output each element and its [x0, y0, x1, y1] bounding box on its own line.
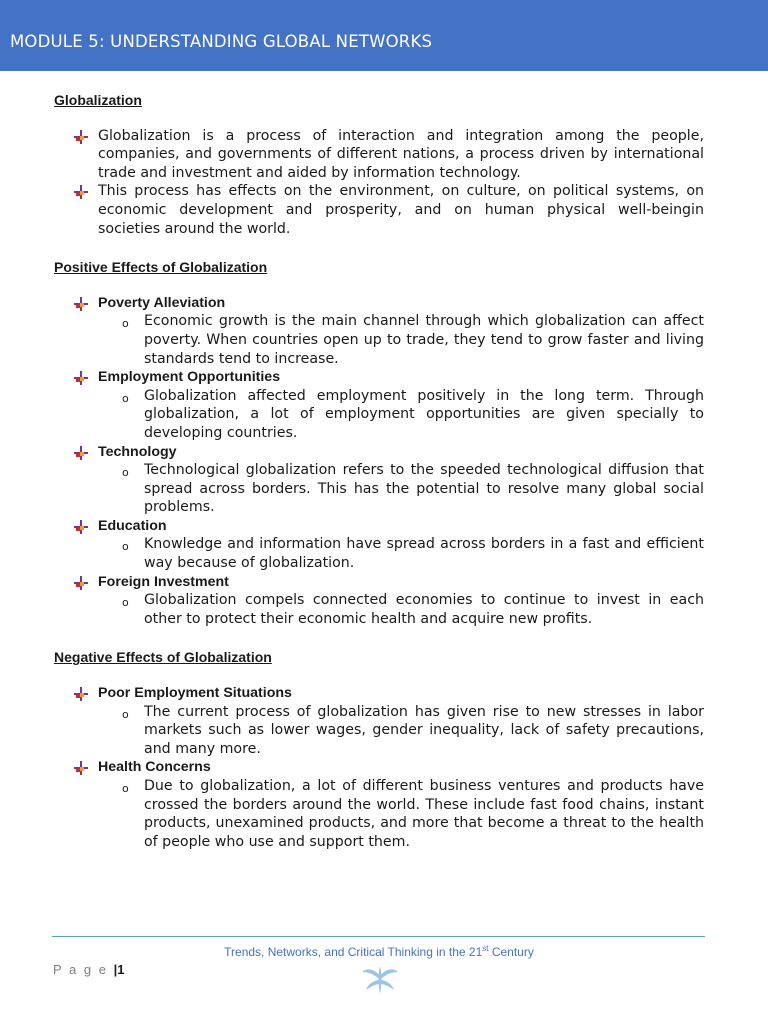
list-item [54, 127, 704, 183]
list-item [98, 777, 704, 851]
pushpin-bullet-icon [74, 446, 88, 460]
document-body [54, 91, 704, 851]
page-label: P a g e [53, 962, 108, 977]
effect-heading: Health Concerns [98, 759, 211, 776]
pushpin-bullet-icon [74, 687, 88, 701]
effect-heading: Poverty Alleviation [98, 294, 226, 311]
list-item [98, 535, 704, 572]
list-item [98, 312, 704, 368]
list-item [98, 387, 704, 443]
circle-bullet-icon: o [122, 707, 129, 721]
positive-effects-list [54, 294, 704, 629]
list-item [54, 368, 704, 442]
effect-heading: Poor Employment Situations [98, 685, 292, 702]
footer-course-title [0, 944, 758, 959]
effect-detail: The current process of globalization has given rise to new stresses in labor markets such as lower wages, gender inequality, lack of safety precautions, and many more. [144, 703, 704, 757]
circle-bullet-icon: o [122, 596, 129, 610]
sub-list [98, 312, 704, 368]
effect-detail: Globalization compels connected economies to continue to invest in each other to protect their economic health and acquire new profits. [144, 592, 704, 627]
section-title-negative: Negative Effects of Globalization [54, 649, 272, 666]
pushpin-bullet-icon [74, 371, 88, 385]
circle-bullet-icon: o [122, 466, 129, 480]
sub-list [98, 703, 704, 759]
page-separator: | [113, 962, 118, 977]
section-title-positive: Positive Effects of Globalization [54, 259, 268, 276]
globalization-definition: Globalization is a process of interaction and integration among the people, companies, and governments of different nations, a process driven by international trade and investment and aided by information technology. [98, 127, 704, 181]
effect-heading: Education [98, 517, 167, 534]
list-item [54, 182, 704, 238]
list-item [98, 461, 704, 517]
footer-title-suffix: Century [488, 945, 534, 959]
list-item [54, 684, 704, 758]
negative-effects-list [54, 684, 704, 851]
pushpin-bullet-icon [74, 185, 88, 199]
sub-list [98, 535, 704, 572]
sub-list [98, 387, 704, 443]
pushpin-bullet-icon [74, 520, 88, 534]
effect-detail: Economic growth is the main channel through which globalization can affect poverty. When countries open up to trade, they tend to grow faster and living standards tend to increase. [144, 313, 704, 367]
page-number [53, 962, 124, 977]
list-item [98, 591, 704, 628]
sub-list [98, 777, 704, 851]
footer-title-sup: st [482, 944, 489, 953]
list-item [98, 703, 704, 759]
effect-detail: Technological globalization refers to the speeded technological diffusion that spread across borders. This has the potential to resolve many global social problems. [144, 462, 704, 516]
effect-heading: Foreign Investment [98, 573, 229, 590]
footer-rule [52, 936, 705, 937]
footer-title-text: Trends, Networks, and Critical Thinking in the 21 [224, 945, 483, 959]
circle-bullet-icon: o [122, 391, 129, 405]
effect-detail: Knowledge and information have spread across borders in a fast and efficient way because of globalization. [144, 536, 704, 572]
circle-bullet-icon: o [122, 317, 129, 331]
page-number-value: 1 [117, 962, 125, 977]
effect-heading: Technology [98, 443, 177, 460]
globalization-list [54, 127, 704, 239]
effect-detail: Due to globalization, a lot of different business ventures and products have crossed the borders around the world. These include fast food chains, instant products, unexamined products, and more that become a threat to the health of people who use and support them. [144, 778, 704, 850]
list-item [54, 517, 704, 573]
pushpin-bullet-icon [74, 130, 88, 144]
module-header [0, 0, 768, 71]
globalization-effects: This process has effects on the environment, on culture, on political systems, on economic development and prosperity, and on human physical well-beingin societies around the world. [98, 183, 704, 237]
effect-detail: Globalization affected employment positively in the long term. Through globalization, a lot of employment opportunities are given specially to developing countries. [144, 387, 704, 441]
circle-bullet-icon: o [122, 540, 129, 554]
pushpin-bullet-icon [74, 576, 88, 590]
effect-heading: Employment Opportunities [98, 369, 281, 386]
sub-list [98, 461, 704, 517]
module-title: MODULE 5: UNDERSTANDING GLOBAL NETWORKS [10, 32, 433, 51]
sub-list [98, 591, 704, 628]
section-title-globalization: Globalization [54, 92, 142, 108]
list-item [54, 294, 704, 368]
circle-bullet-icon: o [122, 782, 129, 795]
list-item [54, 573, 704, 629]
pushpin-bullet-icon [74, 761, 88, 775]
pushpin-bullet-icon [74, 297, 88, 311]
list-item [54, 443, 704, 517]
list-item [54, 758, 704, 851]
fleur-ornament-icon [360, 962, 400, 996]
